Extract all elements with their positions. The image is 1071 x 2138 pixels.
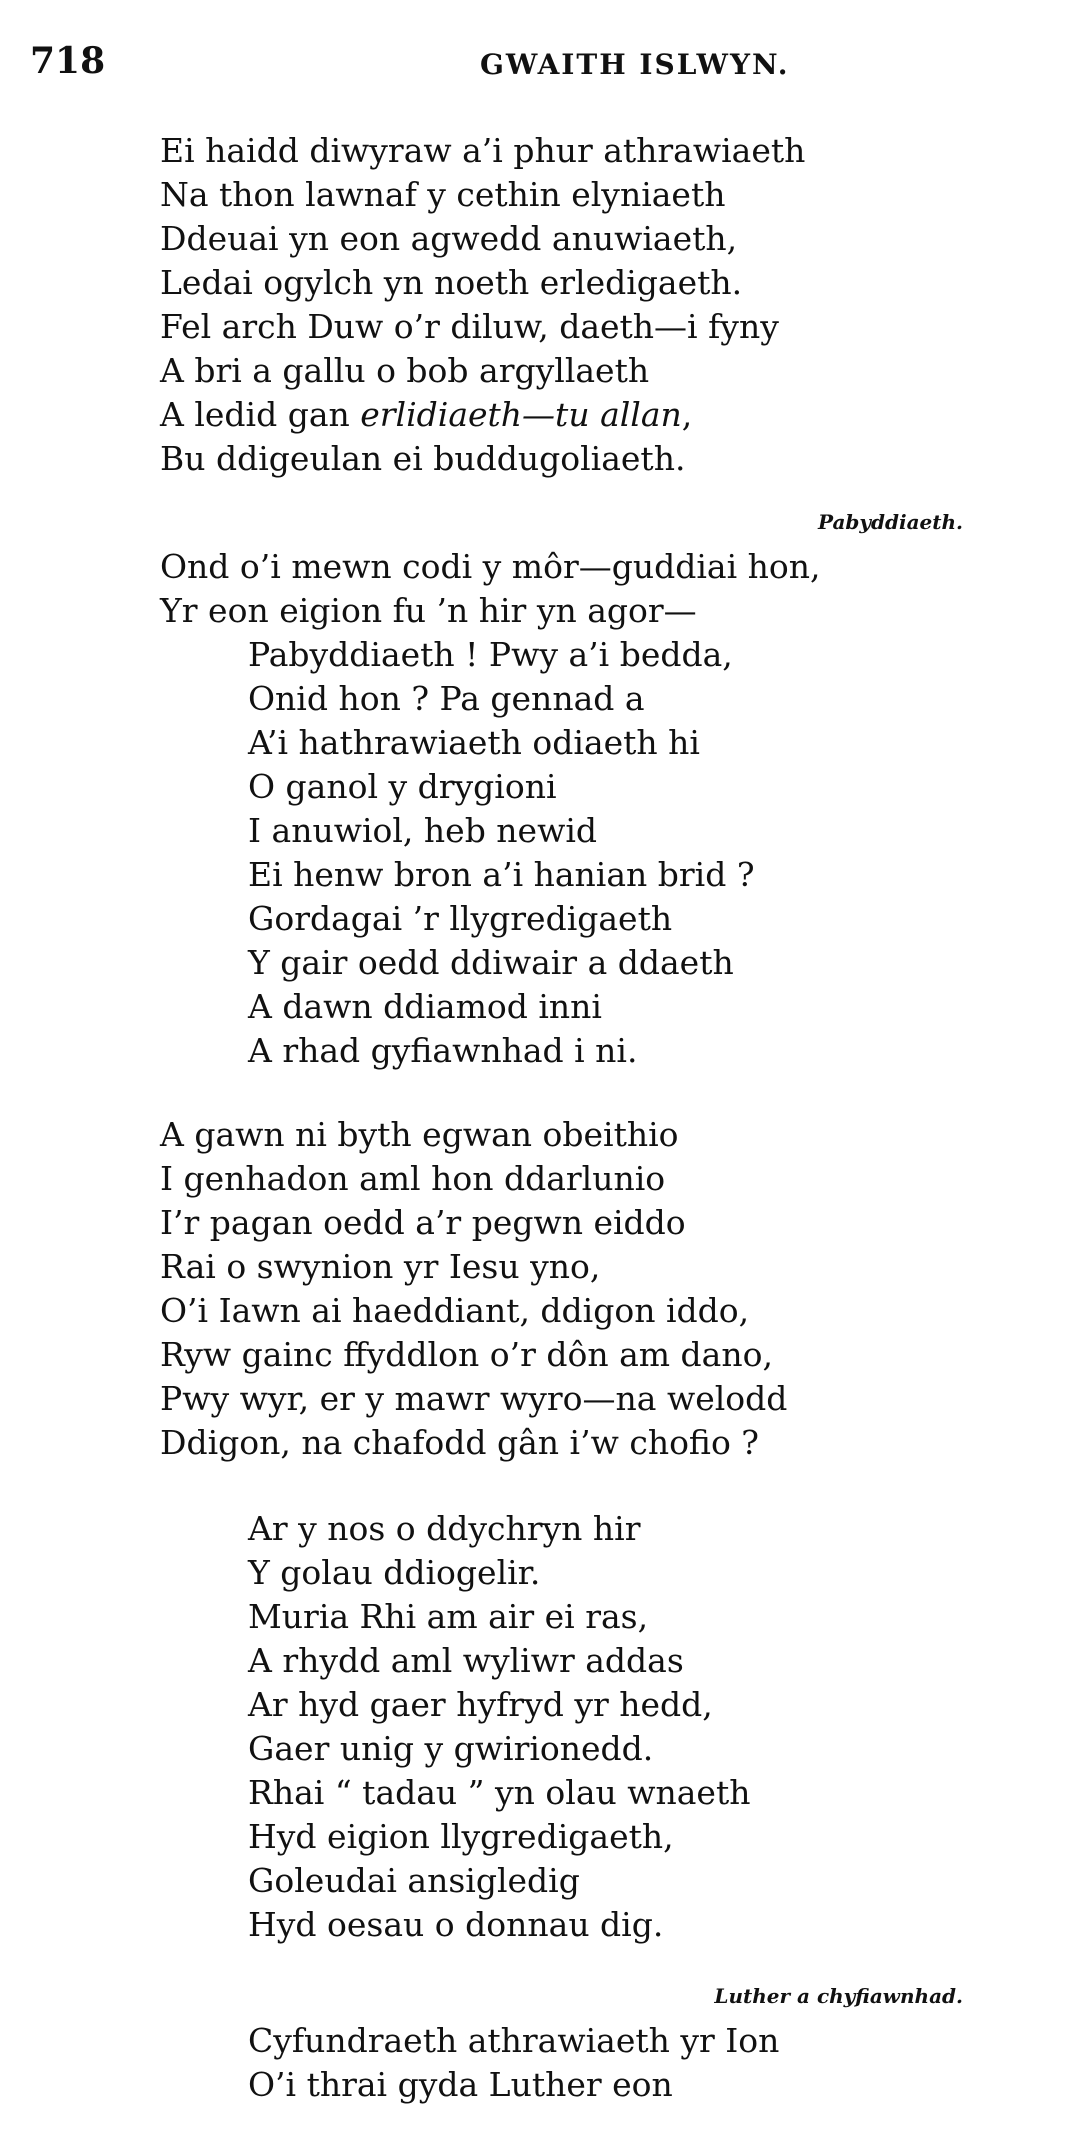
section-heading: Luther a chyfiawnhad. xyxy=(714,1984,963,2008)
verse-line: I’r pagan oedd a’r pegwn eiddo xyxy=(160,1203,686,1242)
verse-line: Ar y nos o ddychryn hir xyxy=(248,1509,641,1548)
verse-line: Cyfundraeth athrawiaeth yr Ion xyxy=(248,2021,780,2060)
verse-line: Goleudai ansigledig xyxy=(248,1861,580,1900)
verse-line: Bu ddigeulan ei buddugoliaeth. xyxy=(160,439,686,478)
verse-line: Onid hon ? Pa gennad a xyxy=(248,679,645,718)
verse-line: A’i hathrawiaeth odiaeth hi xyxy=(248,723,700,762)
running-title: GWAITH ISLWYN. xyxy=(480,48,790,81)
section-heading: Pabyddiaeth. xyxy=(817,510,963,534)
verse-line-italic: erlidiaeth—tu allan xyxy=(360,395,682,434)
verse-line: A gawn ni byth egwan obeithio xyxy=(160,1115,679,1154)
verse-line: Fel arch Duw o’r diluw, daeth—i fyny xyxy=(160,307,779,346)
verse-line: A dawn ddiamod inni xyxy=(248,987,602,1026)
verse-line: Pabyddiaeth ! Pwy a’i bedda, xyxy=(248,635,733,674)
verse-line: Ar hyd gaer hyfryd yr hedd, xyxy=(248,1685,713,1724)
verse-line: Ddeuai yn eon agwedd anuwiaeth, xyxy=(160,219,738,258)
verse-line: I anuwiol, heb newid xyxy=(248,811,598,850)
verse-line: Y golau ddiogelir. xyxy=(248,1553,541,1592)
verse-line: A rhydd aml wyliwr addas xyxy=(248,1641,684,1680)
verse-line: Na thon lawnaf y cethin elyniaeth xyxy=(160,175,726,214)
verse-line: A bri a gallu o bob argyllaeth xyxy=(160,351,650,390)
verse-line: Pwy wyr, er y mawr wyro—na welodd xyxy=(160,1379,788,1418)
verse-line: O’i Iawn ai haeddiant, ddigon iddo, xyxy=(160,1291,750,1330)
verse-line-start: A ledid gan xyxy=(160,395,350,434)
verse-line: Hyd oesau o donnau dig. xyxy=(248,1905,664,1944)
verse-line: O ganol y drygioni xyxy=(248,767,557,806)
verse-line: Ei henw bron a’i hanian brid ? xyxy=(248,855,755,894)
verse-line xyxy=(160,394,692,436)
verse-line-end: , xyxy=(681,395,693,434)
verse-line: Y gair oedd ddiwair a ddaeth xyxy=(248,943,734,982)
verse-line: Yr eon eigion fu ’n hir yn agor— xyxy=(160,591,697,630)
page-number: 718 xyxy=(30,40,106,82)
verse-line: A rhad gyfiawnhad i ni. xyxy=(248,1031,638,1070)
verse-line: Rhai “ tadau ” yn olau wnaeth xyxy=(248,1773,751,1812)
verse-line: Rai o swynion yr Iesu yno, xyxy=(160,1247,601,1286)
verse-line: Ond o’i mewn codi y môr—guddiai hon, xyxy=(160,547,821,586)
verse-line: O’i thrai gyda Luther eon xyxy=(248,2065,673,2104)
verse-line: Muria Rhi am air ei ras, xyxy=(248,1597,649,1636)
verse-line: Ryw gainc ffyddlon o’r dôn am dano, xyxy=(160,1335,773,1374)
verse-line: Ddigon, na chafodd gân i’w chofio ? xyxy=(160,1423,759,1462)
verse-line: Hyd eigion llygredigaeth, xyxy=(248,1817,674,1856)
verse-line: Gordagai ’r llygredigaeth xyxy=(248,899,673,938)
verse-line: I genhadon aml hon ddarlunio xyxy=(160,1159,666,1198)
verse-line: Gaer unig y gwirionedd. xyxy=(248,1729,654,1768)
verse-line: Ledai ogylch yn noeth erledigaeth. xyxy=(160,263,743,302)
verse-line: Ei haidd diwyraw a’i phur athrawiaeth xyxy=(160,131,806,170)
